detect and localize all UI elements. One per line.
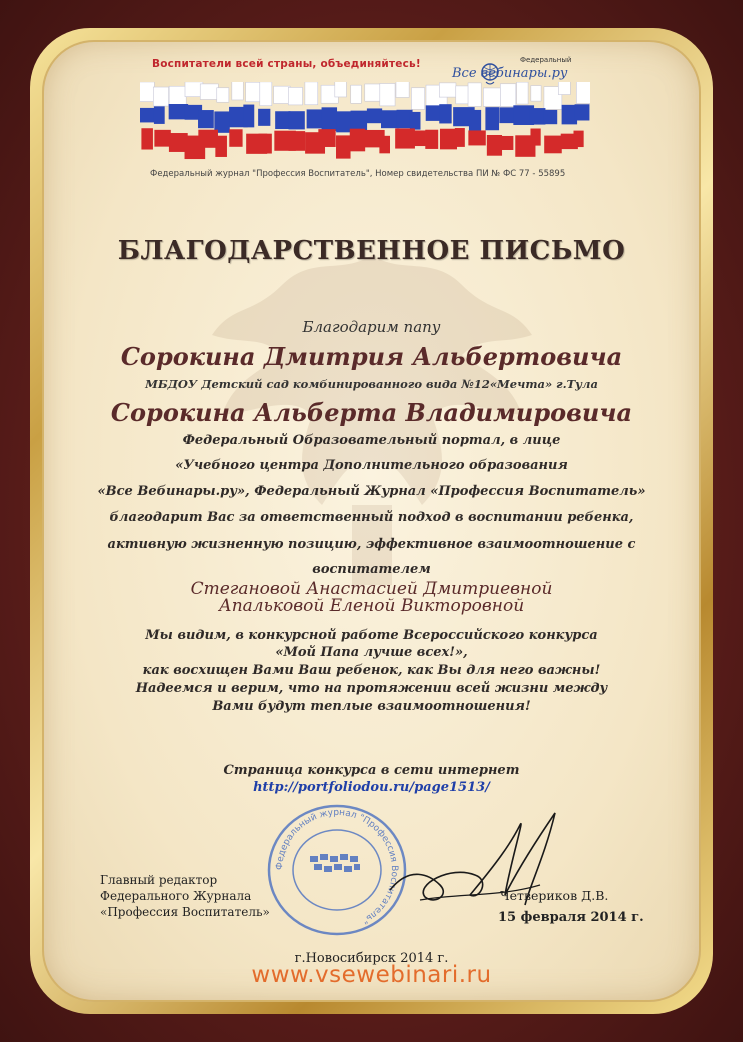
father-name: Сорокина Дмитрия Альбертовича: [120, 342, 623, 371]
flag-tile: [558, 82, 570, 95]
flag-tile: [439, 104, 451, 123]
flag-tile: [379, 136, 390, 154]
flag-tile: [275, 111, 290, 129]
signatory-role: [100, 872, 270, 920]
flag-tile: [288, 131, 305, 151]
flag-tile: [140, 82, 154, 102]
signatory-role-line: Федерального Журнала: [100, 889, 252, 903]
thanks-to-line: Благодарим папу: [302, 318, 441, 336]
flag-tile: [322, 107, 338, 131]
institution-line: МБДОУ Детский сад комбинированного вида №12«Мечта» г.Тула: [145, 377, 598, 391]
flag-tile: [140, 108, 155, 123]
flag-tile: [575, 104, 590, 120]
contest-page-label: Страница конкурса в сети интернет: [223, 763, 520, 778]
flag-tile: [336, 135, 351, 158]
flag-tile: [468, 83, 481, 107]
teacher-name: Апальковой Еленой Викторовной: [218, 596, 525, 616]
flag-tile: [530, 108, 546, 125]
flag-tile: [425, 130, 438, 149]
flag-tile: [169, 86, 186, 104]
director-name: Сорокина Альберта Владимировича: [110, 398, 633, 427]
flag-tile: [214, 111, 229, 132]
flag-tile: [232, 82, 243, 100]
flag-tile: [351, 85, 362, 103]
flag-pattern-banner: [140, 82, 590, 164]
flag-tile: [335, 82, 347, 97]
flag-tile: [215, 136, 227, 157]
flag-tile: [573, 131, 583, 147]
flag-tile: [456, 86, 469, 104]
message-line: Вами будут теплые взаимоотношения!: [212, 699, 531, 714]
slogan: Воспитатели всей страны, объединяйтесь!: [152, 58, 421, 70]
brand-logo-text: Все вебинары.ру: [452, 66, 568, 81]
flag-tile: [440, 129, 457, 150]
teacher-name: Стегановой Анастасией Дмитриевной: [190, 579, 553, 599]
flag-tile: [246, 82, 261, 102]
flag-tile: [229, 129, 242, 147]
flag-tile: [410, 112, 421, 130]
signatory-role-line: «Профессия Воспитатель»: [100, 905, 270, 919]
flag-tile: [468, 130, 485, 145]
flag-tile: [243, 105, 254, 128]
flag-tile: [531, 86, 541, 102]
flag-tile: [258, 109, 270, 126]
website-link[interactable]: www.vsewebinari.ru: [251, 962, 492, 988]
flag-tile: [483, 88, 500, 106]
stamp-text: Федеральный журнал "Профессия Воспитатель": [274, 807, 400, 926]
flag-tile: [367, 108, 382, 123]
flag-tile: [576, 82, 590, 103]
message-line: «Мой Папа лучше всех!»,: [275, 645, 468, 660]
flag-tile: [259, 134, 272, 154]
flag-tile: [469, 110, 481, 131]
body-line: активную жизненную позицию, эффективное взаимоотношение с: [107, 537, 636, 552]
flag-tile: [350, 129, 365, 152]
flag-tile: [154, 130, 170, 147]
signatory-role-line: Главный редактор: [100, 873, 218, 887]
body-line: Федеральный Образовательный портал, в лице: [182, 433, 561, 448]
flag-tile: [380, 84, 395, 106]
flag-tile: [153, 87, 168, 106]
message-line: как восхищен Вами Ваш ребенок, как Вы для него важны!: [142, 663, 601, 678]
body-line: «Все Вебинары.ру», Федеральный Журнал «Профессия Воспитатель»: [97, 484, 646, 499]
flag-tile: [411, 88, 424, 110]
flag-tile: [501, 136, 513, 150]
flag-tile: [381, 110, 399, 128]
flag-tile: [260, 82, 272, 106]
issue-date: 15 февраля 2014 г.: [498, 910, 644, 925]
journal-registration-line: Федеральный журнал "Профессия Воспитатель", Номер свидетельства ПИ № ФС 77 - 55895: [150, 169, 566, 179]
message-line: Мы видим, в конкурсной работе Всероссийского конкурса: [145, 628, 598, 643]
body-line: благодарит Вас за ответственный подход в воспитании ребенка,: [109, 510, 634, 525]
contest-url-link[interactable]: http://portfoliodou.ru/page1513/: [253, 780, 490, 795]
signatory-name: Четвериков Д.В.: [500, 888, 609, 903]
city-year: г.Новосибирск 2014 г.: [294, 951, 449, 966]
flag-tile: [141, 128, 153, 149]
body-line: «Учебного центра Дополнительного образования: [175, 458, 568, 473]
flag-tile: [410, 130, 426, 146]
flag-tile: [198, 130, 218, 148]
flag-tile: [336, 111, 352, 132]
flag-tile: [200, 84, 218, 100]
flag-tile: [455, 128, 465, 147]
document-title: БЛАГОДАРСТВЕННОЕ ПИСЬМО: [117, 236, 626, 266]
flag-tile: [217, 88, 229, 103]
flag-tile: [487, 135, 502, 156]
flag-tile: [154, 106, 165, 124]
flag-tile: [439, 83, 456, 97]
flag-tile: [396, 82, 409, 97]
body-line: воспитателем: [312, 562, 431, 577]
flag-tile: [544, 136, 562, 154]
message-line: Надеемся и верим, что на протяжении всей жизни между: [135, 681, 608, 696]
flag-tile: [288, 111, 304, 129]
flag-tile: [305, 82, 318, 105]
flag-tile: [517, 82, 529, 104]
flag-tile: [485, 107, 499, 130]
flag-tile: [288, 87, 302, 105]
flag-tile: [500, 84, 515, 107]
brand-tagline: Федеральный: [520, 56, 572, 64]
flag-tile: [274, 86, 291, 103]
flag-tile: [318, 129, 335, 147]
flag-tile: [530, 129, 540, 146]
flag-tile: [198, 110, 214, 128]
flag-tile: [543, 110, 557, 124]
